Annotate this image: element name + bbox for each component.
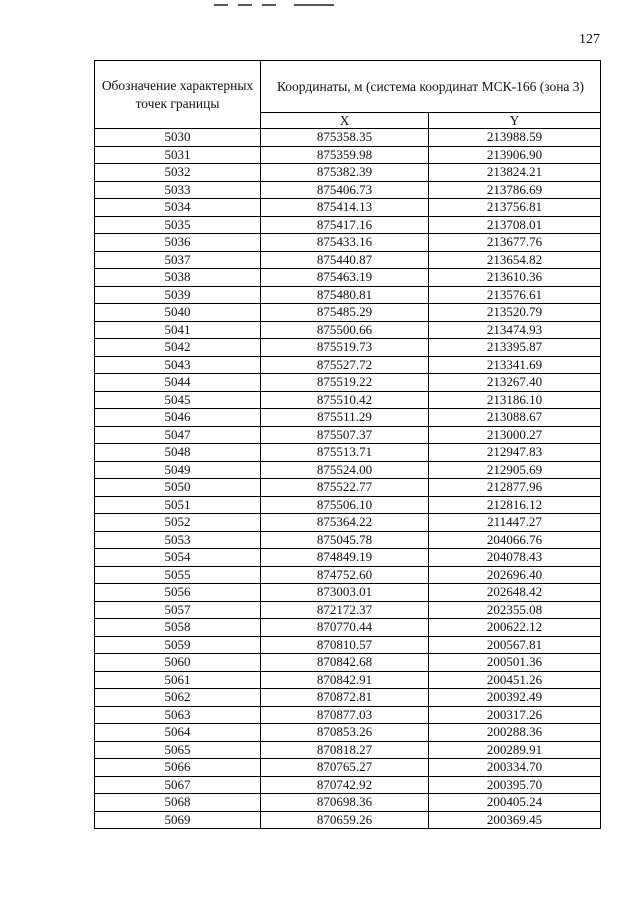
table-row bbox=[95, 286, 601, 304]
point-id-cell: 5031 bbox=[95, 146, 261, 164]
y-coordinate-cell: 204066.76 bbox=[429, 531, 601, 549]
y-coordinate-cell: 213000.27 bbox=[429, 426, 601, 444]
point-id-cell: 5032 bbox=[95, 164, 261, 182]
x-column-header: X bbox=[261, 113, 429, 129]
y-coordinate-cell: 213708.01 bbox=[429, 216, 601, 234]
table-row bbox=[95, 741, 601, 759]
x-coordinate-cell: 875507.37 bbox=[261, 426, 429, 444]
x-coordinate-cell: 875510.42 bbox=[261, 391, 429, 409]
table-row bbox=[95, 339, 601, 357]
y-coordinate-cell: 213341.69 bbox=[429, 356, 601, 374]
y-coordinate-cell: 212905.69 bbox=[429, 461, 601, 479]
y-coordinate-cell: 200622.12 bbox=[429, 619, 601, 637]
point-id-cell: 5043 bbox=[95, 356, 261, 374]
table-row bbox=[95, 794, 601, 812]
y-coordinate-cell: 213520.79 bbox=[429, 304, 601, 322]
coordinates-header: Координаты, м (система координат МСК-166 (зона 3) bbox=[261, 61, 601, 113]
point-id-cell: 5056 bbox=[95, 584, 261, 602]
table-row bbox=[95, 549, 601, 567]
point-id-cell: 5045 bbox=[95, 391, 261, 409]
table-row bbox=[95, 374, 601, 392]
x-coordinate-cell: 874849.19 bbox=[261, 549, 429, 567]
point-id-cell: 5055 bbox=[95, 566, 261, 584]
y-column-header: Y bbox=[429, 113, 601, 129]
x-coordinate-cell: 870842.68 bbox=[261, 654, 429, 672]
table-row bbox=[95, 234, 601, 252]
x-coordinate-cell: 875527.72 bbox=[261, 356, 429, 374]
x-coordinate-cell: 875406.73 bbox=[261, 181, 429, 199]
table-row bbox=[95, 514, 601, 532]
table-row bbox=[95, 129, 601, 147]
point-id-cell: 5042 bbox=[95, 339, 261, 357]
table-row bbox=[95, 654, 601, 672]
x-coordinate-cell: 873003.01 bbox=[261, 584, 429, 602]
x-coordinate-cell: 875519.73 bbox=[261, 339, 429, 357]
y-coordinate-cell: 202648.42 bbox=[429, 584, 601, 602]
table-row bbox=[95, 689, 601, 707]
y-coordinate-cell: 212877.96 bbox=[429, 479, 601, 497]
point-id-cell: 5067 bbox=[95, 776, 261, 794]
y-coordinate-cell: 213576.61 bbox=[429, 286, 601, 304]
point-id-cell: 5068 bbox=[95, 794, 261, 812]
table-row bbox=[95, 146, 601, 164]
y-coordinate-cell: 200334.70 bbox=[429, 759, 601, 777]
coordinates-table bbox=[94, 60, 601, 829]
y-coordinate-cell: 200567.81 bbox=[429, 636, 601, 654]
x-coordinate-cell: 875414.13 bbox=[261, 199, 429, 217]
y-coordinate-cell: 211447.27 bbox=[429, 514, 601, 532]
y-coordinate-cell: 213677.76 bbox=[429, 234, 601, 252]
table-row bbox=[95, 304, 601, 322]
point-id-cell: 5059 bbox=[95, 636, 261, 654]
point-id-cell: 5033 bbox=[95, 181, 261, 199]
x-coordinate-cell: 872172.37 bbox=[261, 601, 429, 619]
point-label-header: Обозначение характерных точек границы bbox=[95, 61, 261, 129]
y-coordinate-cell: 204078.43 bbox=[429, 549, 601, 567]
point-id-cell: 5054 bbox=[95, 549, 261, 567]
point-id-cell: 5057 bbox=[95, 601, 261, 619]
y-coordinate-cell: 213474.93 bbox=[429, 321, 601, 339]
y-coordinate-cell: 213906.90 bbox=[429, 146, 601, 164]
table-row bbox=[95, 759, 601, 777]
table-row bbox=[95, 706, 601, 724]
x-coordinate-cell: 870872.81 bbox=[261, 689, 429, 707]
point-id-cell: 5062 bbox=[95, 689, 261, 707]
x-coordinate-cell: 875500.66 bbox=[261, 321, 429, 339]
x-coordinate-cell: 874752.60 bbox=[261, 566, 429, 584]
x-coordinate-cell: 875485.29 bbox=[261, 304, 429, 322]
x-coordinate-cell: 875358.35 bbox=[261, 129, 429, 147]
x-coordinate-cell: 875506.10 bbox=[261, 496, 429, 514]
point-id-cell: 5030 bbox=[95, 129, 261, 147]
x-coordinate-cell: 870659.26 bbox=[261, 811, 429, 829]
y-coordinate-cell: 202355.08 bbox=[429, 601, 601, 619]
point-id-cell: 5064 bbox=[95, 724, 261, 742]
x-coordinate-cell: 875382.39 bbox=[261, 164, 429, 182]
y-coordinate-cell: 200317.26 bbox=[429, 706, 601, 724]
x-coordinate-cell: 870842.91 bbox=[261, 671, 429, 689]
x-coordinate-cell: 875463.19 bbox=[261, 269, 429, 287]
table-row bbox=[95, 811, 601, 829]
point-id-cell: 5063 bbox=[95, 706, 261, 724]
point-id-cell: 5065 bbox=[95, 741, 261, 759]
point-id-cell: 5050 bbox=[95, 479, 261, 497]
table-row bbox=[95, 444, 601, 462]
table-row bbox=[95, 269, 601, 287]
x-coordinate-cell: 875511.29 bbox=[261, 409, 429, 427]
y-coordinate-cell: 200501.36 bbox=[429, 654, 601, 672]
table-row bbox=[95, 181, 601, 199]
table-row bbox=[95, 426, 601, 444]
table-row bbox=[95, 321, 601, 339]
point-id-cell: 5066 bbox=[95, 759, 261, 777]
x-coordinate-cell: 875417.16 bbox=[261, 216, 429, 234]
y-coordinate-cell: 213824.21 bbox=[429, 164, 601, 182]
y-coordinate-cell: 213267.40 bbox=[429, 374, 601, 392]
x-coordinate-cell: 870770.44 bbox=[261, 619, 429, 637]
x-coordinate-cell: 875045.78 bbox=[261, 531, 429, 549]
point-id-cell: 5040 bbox=[95, 304, 261, 322]
x-coordinate-cell: 875440.87 bbox=[261, 251, 429, 269]
table-row bbox=[95, 531, 601, 549]
y-coordinate-cell: 200288.36 bbox=[429, 724, 601, 742]
y-coordinate-cell: 200451.26 bbox=[429, 671, 601, 689]
y-coordinate-cell: 213395.87 bbox=[429, 339, 601, 357]
y-coordinate-cell: 213088.67 bbox=[429, 409, 601, 427]
y-coordinate-cell: 213610.36 bbox=[429, 269, 601, 287]
table-row bbox=[95, 584, 601, 602]
x-coordinate-cell: 875433.16 bbox=[261, 234, 429, 252]
table-row bbox=[95, 636, 601, 654]
x-coordinate-cell: 870818.27 bbox=[261, 741, 429, 759]
y-coordinate-cell: 202696.40 bbox=[429, 566, 601, 584]
point-id-cell: 5049 bbox=[95, 461, 261, 479]
point-id-cell: 5037 bbox=[95, 251, 261, 269]
x-coordinate-cell: 875519.22 bbox=[261, 374, 429, 392]
point-id-cell: 5058 bbox=[95, 619, 261, 637]
x-coordinate-cell: 875359.98 bbox=[261, 146, 429, 164]
point-id-cell: 5034 bbox=[95, 199, 261, 217]
point-id-cell: 5041 bbox=[95, 321, 261, 339]
x-coordinate-cell: 870765.27 bbox=[261, 759, 429, 777]
y-coordinate-cell: 212947.83 bbox=[429, 444, 601, 462]
table-row bbox=[95, 461, 601, 479]
table-row bbox=[95, 479, 601, 497]
x-coordinate-cell: 870742.92 bbox=[261, 776, 429, 794]
table-row bbox=[95, 409, 601, 427]
x-coordinate-cell: 870810.57 bbox=[261, 636, 429, 654]
x-coordinate-cell: 870698.36 bbox=[261, 794, 429, 812]
y-coordinate-cell: 213756.81 bbox=[429, 199, 601, 217]
point-id-cell: 5035 bbox=[95, 216, 261, 234]
table-row bbox=[95, 199, 601, 217]
table-row bbox=[95, 164, 601, 182]
table-row bbox=[95, 776, 601, 794]
x-coordinate-cell: 875364.22 bbox=[261, 514, 429, 532]
table-row bbox=[95, 566, 601, 584]
x-coordinate-cell: 875480.81 bbox=[261, 286, 429, 304]
point-id-cell: 5069 bbox=[95, 811, 261, 829]
table-row bbox=[95, 251, 601, 269]
table-row bbox=[95, 496, 601, 514]
table-row bbox=[95, 601, 601, 619]
table-row bbox=[95, 391, 601, 409]
x-coordinate-cell: 870877.03 bbox=[261, 706, 429, 724]
point-id-cell: 5048 bbox=[95, 444, 261, 462]
x-coordinate-cell: 870853.26 bbox=[261, 724, 429, 742]
header-marks bbox=[214, 4, 334, 8]
x-coordinate-cell: 875513.71 bbox=[261, 444, 429, 462]
table-body bbox=[95, 129, 601, 829]
point-id-cell: 5038 bbox=[95, 269, 261, 287]
y-coordinate-cell: 200289.91 bbox=[429, 741, 601, 759]
point-id-cell: 5039 bbox=[95, 286, 261, 304]
y-coordinate-cell: 212816.12 bbox=[429, 496, 601, 514]
page-number: 127 bbox=[579, 32, 600, 47]
y-coordinate-cell: 213186.10 bbox=[429, 391, 601, 409]
x-coordinate-cell: 875522.77 bbox=[261, 479, 429, 497]
y-coordinate-cell: 213786.69 bbox=[429, 181, 601, 199]
y-coordinate-cell: 213654.82 bbox=[429, 251, 601, 269]
table-row bbox=[95, 216, 601, 234]
point-id-cell: 5061 bbox=[95, 671, 261, 689]
x-coordinate-cell: 875524.00 bbox=[261, 461, 429, 479]
table-row bbox=[95, 619, 601, 637]
point-id-cell: 5052 bbox=[95, 514, 261, 532]
point-id-cell: 5044 bbox=[95, 374, 261, 392]
point-id-cell: 5060 bbox=[95, 654, 261, 672]
table-row bbox=[95, 724, 601, 742]
table-row bbox=[95, 356, 601, 374]
point-id-cell: 5036 bbox=[95, 234, 261, 252]
y-coordinate-cell: 200392.49 bbox=[429, 689, 601, 707]
y-coordinate-cell: 200395.70 bbox=[429, 776, 601, 794]
table-row bbox=[95, 671, 601, 689]
y-coordinate-cell: 213988.59 bbox=[429, 129, 601, 147]
point-id-cell: 5047 bbox=[95, 426, 261, 444]
y-coordinate-cell: 200405.24 bbox=[429, 794, 601, 812]
point-id-cell: 5051 bbox=[95, 496, 261, 514]
point-id-cell: 5046 bbox=[95, 409, 261, 427]
y-coordinate-cell: 200369.45 bbox=[429, 811, 601, 829]
point-id-cell: 5053 bbox=[95, 531, 261, 549]
